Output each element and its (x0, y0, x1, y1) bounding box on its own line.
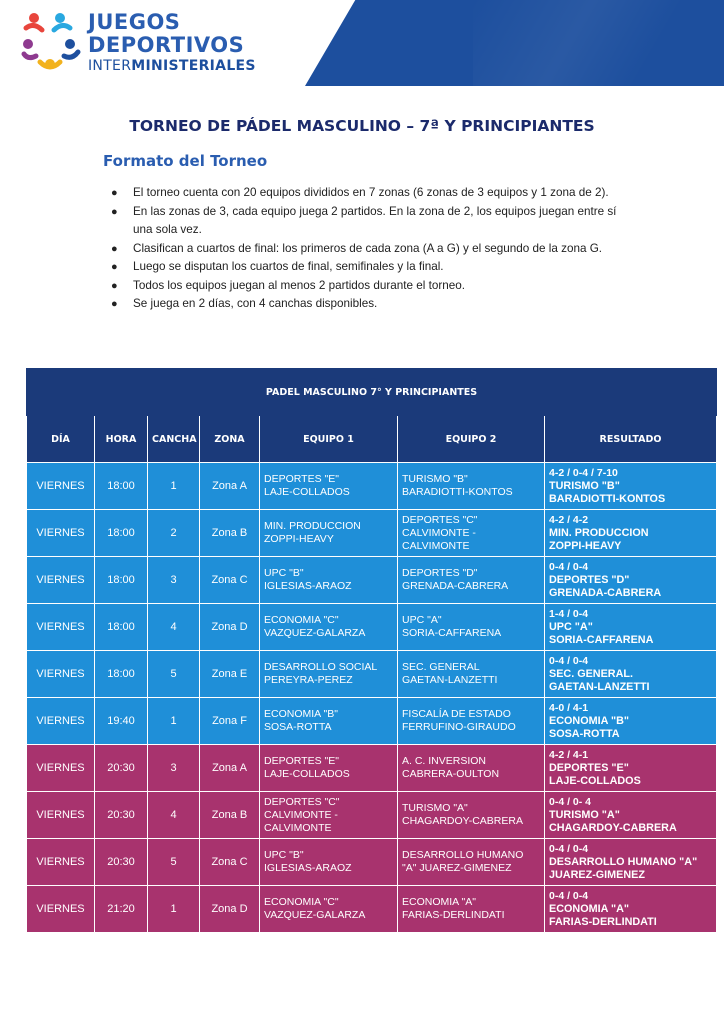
bullet-icon: ● (111, 205, 118, 218)
table-row (27, 745, 717, 792)
table-row (27, 557, 717, 604)
team-players: CALVIMONTE - (402, 526, 476, 539)
result-winner-players: GAETAN-LANZETTI (549, 680, 650, 693)
team-name: DEPORTES "E" (264, 473, 339, 485)
team-name: UPC "A" (402, 614, 442, 626)
result-winner: TURISMO "B" (549, 479, 620, 492)
cell-equipo-2 (398, 651, 545, 698)
column-header-dia: DÍA (27, 416, 95, 463)
table-row (27, 886, 717, 933)
cell-equipo-2 (398, 792, 545, 839)
team-name: UPC "B" (264, 849, 304, 861)
team-name: SEC. GENERAL (402, 661, 480, 673)
page-title: TORNEO DE PÁDEL MASCULINO – 7ª Y PRINCIPIANTES (129, 117, 595, 135)
team-players: GAETAN-LANZETTI (402, 674, 498, 686)
team-name: FISCALÍA DE ESTADO (402, 708, 511, 720)
team-name: DEPORTES "D" (402, 567, 478, 579)
team-players: LAJE-COLLADOS (264, 768, 350, 780)
result-score: 0-4 / 0-4 (549, 560, 589, 573)
team-players: SORIA-CAFFARENA (402, 627, 502, 639)
team-name: ECONOMIA "B" (264, 708, 338, 720)
result-score: 0-4 / 0-4 (549, 889, 589, 902)
cell-resultado (545, 745, 717, 792)
team-players: ZOPPI-HEAVY (264, 533, 334, 545)
cell-cancha: 4 (148, 604, 200, 651)
team-players-cont: CALVIMONTE (402, 539, 470, 552)
cell-resultado (545, 651, 717, 698)
cell-equipo-2 (398, 463, 545, 510)
team-name: UPC "B" (264, 567, 304, 579)
cell-hora: 21:20 (95, 886, 148, 933)
bullet-icon: ● (111, 242, 118, 255)
cell-dia: VIERNES (27, 886, 95, 933)
cell-equipo-2 (398, 510, 545, 557)
cell-zona: Zona E (200, 651, 260, 698)
cell-hora: 20:30 (95, 839, 148, 886)
result-winner-players: LAJE-COLLADOS (549, 774, 641, 787)
team-players: GRENADA-CABRERA (402, 580, 509, 592)
table-row (27, 463, 717, 510)
result-score: 0-4 / 0- 4 (549, 795, 592, 808)
team-players: "A" JUAREZ-GIMENEZ (402, 862, 512, 874)
fixture-table-container (26, 368, 716, 933)
table-row (27, 698, 717, 745)
cell-resultado (545, 557, 717, 604)
cell-hora: 20:30 (95, 792, 148, 839)
cell-hora: 19:40 (95, 698, 148, 745)
cell-zona: Zona D (200, 886, 260, 933)
column-header-zona: ZONA (200, 416, 260, 463)
bullet-icon: ● (111, 261, 118, 273)
cell-equipo-1 (260, 651, 398, 698)
cell-equipo-1 (260, 698, 398, 745)
cell-zona: Zona D (200, 604, 260, 651)
result-winner: MIN. PRODUCCION (549, 526, 649, 539)
cell-dia: VIERNES (27, 463, 95, 510)
cell-hora: 18:00 (95, 557, 148, 604)
result-winner: ECONOMIA "B" (549, 714, 630, 727)
cell-equipo-2 (398, 698, 545, 745)
team-players: FARIAS-DERLINDATI (402, 909, 505, 921)
table-row (27, 651, 717, 698)
cell-dia: VIERNES (27, 604, 95, 651)
cell-equipo-1 (260, 463, 398, 510)
cell-hora: 18:00 (95, 651, 148, 698)
result-winner: UPC "A" (549, 620, 593, 633)
cell-cancha: 2 (148, 510, 200, 557)
column-header-equipo-1: EQUIPO 1 (260, 416, 398, 463)
cell-resultado (545, 604, 717, 651)
column-header-hora: HORA (95, 416, 148, 463)
cell-resultado (545, 792, 717, 839)
bullet-icon: ● (111, 298, 118, 310)
cell-cancha: 1 (148, 886, 200, 933)
list-item: ● Clasifican a cuartos de final: los primeros de cada zona (A a G) y el segundo de la zona G. (111, 240, 631, 259)
cell-equipo-1 (260, 745, 398, 792)
cell-resultado (545, 463, 717, 510)
bullet-icon: ● (111, 187, 118, 199)
cell-zona: Zona A (200, 463, 260, 510)
column-header-resultado: RESULTADO (545, 416, 717, 463)
cell-zona: Zona F (200, 698, 260, 745)
result-score: 0-4 / 0-4 (549, 842, 589, 855)
result-winner-players: JUAREZ-GIMENEZ (549, 868, 645, 881)
team-players: LAJE-COLLADOS (264, 486, 350, 498)
logo-text-deportivos: DEPORTIVOS (88, 33, 245, 57)
team-players-cont: CALVIMONTE (264, 821, 332, 834)
result-winner: DEPORTES "D" (549, 573, 630, 586)
team-players: CALVIMONTE - (264, 808, 338, 821)
list-item: ● El torneo cuenta con 20 equipos divididos en 7 zonas (6 zonas de 3 equipos y 1 zona de 2). (111, 184, 631, 203)
result-score: 4-2 / 4-1 (549, 748, 589, 761)
cell-dia: VIERNES (27, 651, 95, 698)
column-header-cancha: CANCHA (148, 416, 200, 463)
team-players: PEREYRA-PEREZ (264, 674, 353, 686)
team-players: CABRERA-OULTON (402, 768, 500, 780)
list-item: ● Se juega en 2 días, con 4 canchas disponibles. (111, 295, 631, 314)
cell-cancha: 3 (148, 557, 200, 604)
column-header-equipo-2: EQUIPO 2 (398, 416, 545, 463)
cell-zona: Zona C (200, 839, 260, 886)
list-item: ● En las zonas de 3, cada equipo juega 2 partidos. En la zona de 2, los equipos juegan entre sí una sola vez. (111, 204, 617, 236)
cell-equipo-1 (260, 792, 398, 839)
result-winner: DESARROLLO HUMANO "A" (549, 855, 698, 868)
cell-hora: 18:00 (95, 604, 148, 651)
cell-equipo-1 (260, 557, 398, 604)
cell-equipo-1 (260, 839, 398, 886)
result-winner: SEC. GENERAL. (549, 667, 633, 680)
cell-dia: VIERNES (27, 745, 95, 792)
cell-resultado (545, 886, 717, 933)
team-players: IGLESIAS-ARAOZ (264, 862, 352, 874)
result-winner-players: SOSA-ROTTA (549, 727, 620, 740)
team-name: ECONOMIA "C" (264, 614, 339, 626)
result-winner-players: CHAGARDOY-CABRERA (549, 821, 677, 834)
cell-resultado (545, 510, 717, 557)
bullet-icon: ● (111, 279, 118, 292)
team-players: CHAGARDOY-CABRERA (402, 815, 523, 827)
team-name: TURISMO "A" (402, 802, 468, 814)
cell-hora: 20:30 (95, 745, 148, 792)
cell-cancha: 5 (148, 651, 200, 698)
format-heading: Formato del Torneo (103, 152, 268, 170)
cell-dia: VIERNES (27, 557, 95, 604)
cell-equipo-1 (260, 886, 398, 933)
result-score: 4-2 / 0-4 / 7-10 (549, 466, 618, 479)
cell-dia: VIERNES (27, 510, 95, 557)
team-players: SOSA-ROTTA (264, 721, 332, 733)
cell-zona: Zona B (200, 792, 260, 839)
team-name: TURISMO "B" (402, 473, 468, 485)
team-name: A. C. INVERSION (402, 755, 487, 767)
result-score: 0-4 / 0-4 (549, 654, 589, 667)
team-name: ECONOMIA "A" (402, 896, 476, 908)
team-players: FERRUFINO-GIRAUDO (402, 721, 516, 733)
cell-equipo-1 (260, 510, 398, 557)
cell-hora: 18:00 (95, 510, 148, 557)
result-winner-players: ZOPPI-HEAVY (549, 539, 622, 552)
cell-equipo-1 (260, 604, 398, 651)
cell-cancha: 1 (148, 463, 200, 510)
header-band (305, 0, 724, 86)
table-row (27, 604, 717, 651)
result-winner-players: SORIA-CAFFARENA (549, 633, 654, 646)
team-name: ECONOMIA "C" (264, 896, 339, 908)
cell-zona: Zona A (200, 745, 260, 792)
team-players: VAZQUEZ-GALARZA (264, 909, 366, 921)
cell-dia: VIERNES (27, 792, 95, 839)
result-score: 4-2 / 4-2 (549, 513, 589, 526)
team-name: DESARROLLO HUMANO (402, 849, 524, 861)
cell-cancha: 3 (148, 745, 200, 792)
list-item: ● Todos los equipos juegan al menos 2 partidos durante el torneo. (111, 277, 631, 296)
cell-resultado (545, 839, 717, 886)
result-winner-players: BARADIOTTI-KONTOS (549, 492, 666, 505)
result-winner-players: GRENADA-CABRERA (549, 586, 662, 599)
cell-dia: VIERNES (27, 698, 95, 745)
cell-equipo-2 (398, 745, 545, 792)
cell-cancha: 1 (148, 698, 200, 745)
fixture-table (26, 368, 717, 933)
team-players: BARADIOTTI-KONTOS (402, 486, 513, 498)
result-winner: TURISMO "A" (549, 808, 620, 821)
team-players: IGLESIAS-ARAOZ (264, 580, 352, 592)
result-winner-players: FARIAS-DERLINDATI (549, 915, 657, 928)
table-row (27, 839, 717, 886)
logo-text-juegos: JUEGOS (88, 10, 181, 34)
result-score: 1-4 / 0-4 (549, 607, 589, 620)
team-players: VAZQUEZ-GALARZA (264, 627, 366, 639)
table-row (27, 792, 717, 839)
team-name: DEPORTES "E" (264, 755, 339, 767)
team-name: DESARROLLO SOCIAL (264, 661, 378, 673)
table-row (27, 510, 717, 557)
team-name: MIN. PRODUCCION (264, 520, 361, 532)
cell-equipo-2 (398, 604, 545, 651)
logo (20, 10, 260, 74)
cell-equipo-2 (398, 839, 545, 886)
format-list (111, 184, 631, 314)
result-score: 4-0 / 4-1 (549, 701, 589, 714)
cell-hora: 18:00 (95, 463, 148, 510)
team-name: DEPORTES "C" (402, 513, 478, 526)
result-winner: DEPORTES "E" (549, 761, 629, 774)
result-winner: ECONOMIA "A" (549, 902, 630, 915)
logo-text-interministeriales: INTERMINISTERIALES (88, 58, 256, 74)
team-name: DEPORTES "C" (264, 795, 340, 808)
cell-zona: Zona C (200, 557, 260, 604)
table-caption: PADEL MASCULINO 7° Y PRINCIPIANTES (27, 369, 717, 416)
list-item: ● Luego se disputan los cuartos de final, semifinales y la final. (111, 258, 631, 277)
cell-equipo-2 (398, 557, 545, 604)
cell-zona: Zona B (200, 510, 260, 557)
cell-cancha: 5 (148, 839, 200, 886)
cell-cancha: 4 (148, 792, 200, 839)
cell-dia: VIERNES (27, 839, 95, 886)
cell-equipo-2 (398, 886, 545, 933)
cell-resultado (545, 698, 717, 745)
logo-figures-icon (20, 10, 82, 72)
